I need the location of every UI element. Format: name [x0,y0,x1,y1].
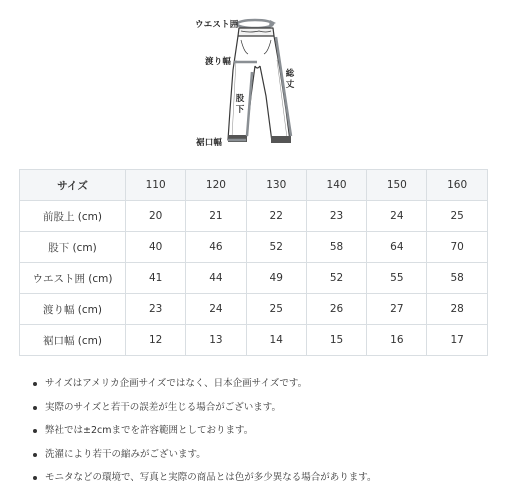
table-cell: 44 [186,263,246,294]
table-cell: 20 [126,201,186,232]
table-cell: 26 [306,294,366,325]
table-cell: 27 [367,294,427,325]
table-cell: 23 [126,294,186,325]
header-cell: 160 [427,170,487,201]
table-cell: 22 [246,201,306,232]
table-cell: 13 [186,325,246,356]
table-cell: 25 [246,294,306,325]
waist-label: ウエスト囲 [195,20,239,30]
pants-shape [228,28,290,142]
note-item: サイズはアメリカ企画サイズではなく、日本企画サイズです。 [30,372,377,396]
table-cell: 64 [367,232,427,263]
header-cell: 120 [186,170,246,201]
table-cell: 58 [306,232,366,263]
table-row [20,325,488,356]
inseam-measure-line [247,72,252,136]
length-label: 総丈 [285,69,295,90]
waist-measure-line [237,20,273,28]
table-cell: 16 [367,325,427,356]
note-item: 弊社では±2cmまでを許容範囲としております。 [30,419,377,443]
size-table [19,169,488,356]
table-cell: 14 [246,325,306,356]
table-row [20,294,488,325]
table-cell: 55 [367,263,427,294]
row-label: 前股上 (cm) [20,201,126,232]
table-cell: 49 [246,263,306,294]
row-label: 渡り幅 (cm) [20,294,126,325]
row-label: 裾口幅 (cm) [20,325,126,356]
table-cell: 70 [427,232,487,263]
table-cell: 41 [126,263,186,294]
header-cell-size: サイズ [20,170,126,201]
table-cell: 12 [126,325,186,356]
table-cell: 52 [246,232,306,263]
note-item: 実際のサイズと若干の誤差が生じる場合がございます。 [30,396,377,420]
table-cell: 23 [306,201,366,232]
table-cell: 21 [186,201,246,232]
header-cell: 110 [126,170,186,201]
table-cell: 28 [427,294,487,325]
inseam-label: 股下 [235,94,245,115]
table-row [20,263,488,294]
table-cell: 52 [306,263,366,294]
row-label: ウエスト囲 (cm) [20,263,126,294]
note-item: モニタなどの環境で、写真と実際の商品とは色が多少異なる場合があります。 [30,466,377,490]
pants-measurement-diagram [0,0,514,160]
table-row [20,201,488,232]
table-cell: 15 [306,325,366,356]
pants-illustration [0,0,514,160]
thigh-label: 渡り幅 [205,57,232,67]
table-cell: 40 [126,232,186,263]
header-cell: 130 [246,170,306,201]
table-row [20,232,488,263]
hem-label: 裾口幅 [196,138,223,148]
table-cell: 24 [367,201,427,232]
table-cell: 58 [427,263,487,294]
table-header-row [20,170,488,201]
table-cell: 46 [186,232,246,263]
table-cell: 25 [427,201,487,232]
note-item: 洗濯により若干の縮みがございます。 [30,443,377,467]
row-label: 股下 (cm) [20,232,126,263]
header-cell: 140 [306,170,366,201]
header-cell: 150 [367,170,427,201]
table-cell: 24 [186,294,246,325]
right-cuff [271,136,291,143]
size-notes-list [30,372,377,490]
table-cell: 17 [427,325,487,356]
